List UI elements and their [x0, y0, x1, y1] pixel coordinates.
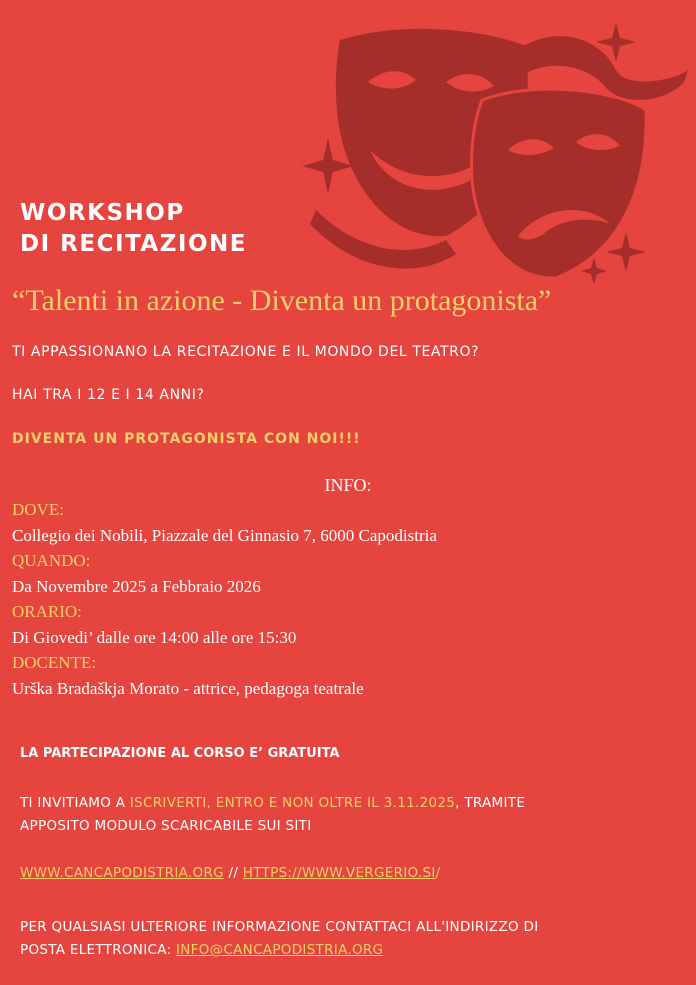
- time-label: ORARIO:: [12, 602, 82, 621]
- theatre-masks-icon: [296, 10, 696, 290]
- invite-suffix: , TRAMITE: [455, 795, 526, 811]
- when-label: QUANDO:: [12, 551, 91, 570]
- contact-line-2: [20, 939, 539, 962]
- vergerio-link[interactable]: HTTPS://WWW.VERGERIO.SI: [242, 865, 436, 881]
- contact-prefix: POSTA ELETTRONICA:: [20, 942, 176, 958]
- title-line-1: WORKSHOP: [20, 200, 185, 226]
- cancapodistria-link[interactable]: WWW.CANCAPODISTRIA.ORG: [20, 865, 224, 881]
- links-line: [20, 862, 441, 885]
- invite-line-1: [20, 792, 525, 815]
- contact-paragraph: [20, 916, 539, 962]
- teacher-value: Urška Bradaškja Morato - attrice, pedagoga teatrale: [12, 679, 364, 698]
- teacher-label: DOCENTE:: [12, 653, 97, 672]
- where-value: Collegio dei Nobili, Piazzale del Ginnasio 7, 6000 Capodistria: [12, 526, 437, 545]
- question-passion: TI APPASSIONANO LA RECITAZIONE E IL MONDO DEL TEATRO?: [12, 344, 480, 360]
- question-age: HAI TRA I 12 E I 14 ANNI?: [12, 387, 205, 403]
- email-link[interactable]: INFO@CANCAPODISTRIA.ORG: [175, 942, 384, 958]
- invite-deadline: ISCRIVERTI, ENTRO E NON OLTRE IL 3.11.2025: [129, 795, 456, 811]
- where-label: DOVE:: [12, 500, 64, 519]
- page-title: [20, 198, 247, 260]
- tagline: “Talenti in azione - Diventa un protagonista”: [12, 284, 552, 317]
- title-line-2: DI RECITAZIONE: [20, 231, 247, 257]
- invite-line-2: APPOSITO MODULO SCARICABILE SUI SITI: [20, 818, 312, 834]
- time-value: Di Giovedi’ dalle ore 14:00 alle ore 15:30: [12, 628, 297, 647]
- free-notice: LA PARTECIPAZIONE AL CORSO E’ GRATUITA: [20, 746, 340, 761]
- invite-prefix: TI INVITIAMO A: [20, 795, 130, 811]
- call-to-action: DIVENTA UN PROTAGONISTA CON NOI!!!: [12, 431, 361, 447]
- links-trailing-slash: /: [435, 865, 441, 881]
- links-separator: //: [223, 865, 243, 881]
- invite-paragraph: [20, 792, 525, 838]
- when-value: Da Novembre 2025 a Febbraio 2026: [12, 577, 261, 596]
- info-heading: INFO:: [324, 475, 372, 495]
- contact-line-1: PER QUALSIASI ULTERIORE INFORMAZIONE CONTATTACI ALL'INDIRIZZO DI: [20, 919, 539, 935]
